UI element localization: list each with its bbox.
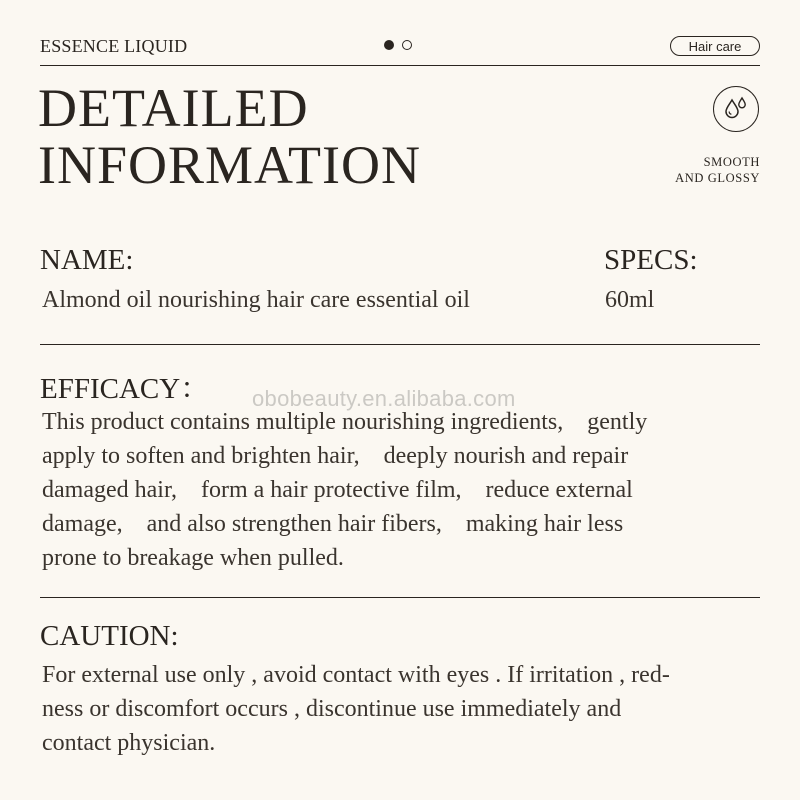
title-line-1: DETAILED bbox=[38, 78, 309, 138]
caution-label: CAUTION: bbox=[40, 620, 179, 652]
page-indicator[interactable] bbox=[384, 40, 412, 50]
caution-line: ness or discomfort occurs , discontinue use immediately and bbox=[42, 696, 622, 722]
water-drops-icon bbox=[713, 86, 759, 132]
name-label: NAME: bbox=[40, 244, 134, 276]
page-title bbox=[38, 80, 421, 194]
feature-line-2: AND GLOSSY bbox=[675, 171, 760, 185]
feature-label bbox=[675, 154, 760, 186]
caution-line: For external use only , avoid contact with eyes . If irritation , red- bbox=[42, 662, 670, 688]
brand-label: ESSENCE LIQUID bbox=[40, 36, 188, 56]
specs-label: SPECS: bbox=[604, 244, 698, 276]
name-value: Almond oil nourishing hair care essential oil bbox=[42, 287, 470, 313]
top-divider bbox=[40, 65, 760, 66]
efficacy-line: apply to soften and brighten hair, deeply nourish and repair bbox=[42, 443, 629, 469]
watermark: obobeauty.en.alibaba.com bbox=[252, 386, 516, 411]
efficacy-text bbox=[42, 405, 647, 575]
efficacy-line: damaged hair, form a hair protective film, reduce external bbox=[42, 477, 633, 503]
caution-text bbox=[42, 658, 670, 760]
specs-value: 60ml bbox=[605, 287, 655, 313]
efficacy-label: EFFICACY： bbox=[40, 373, 210, 405]
feature-line-1: SMOOTH bbox=[703, 155, 760, 169]
efficacy-line: prone to breakage when pulled. bbox=[42, 545, 344, 571]
category-badge: Hair care bbox=[670, 36, 760, 56]
efficacy-line: This product contains multiple nourishing ingredients, gently bbox=[42, 409, 648, 435]
section-divider bbox=[40, 344, 760, 345]
page-dot-inactive[interactable] bbox=[402, 40, 412, 50]
title-line-2: INFORMATION bbox=[38, 135, 422, 195]
efficacy-line: damage, and also strengthen hair fibers, making hair less bbox=[42, 511, 624, 537]
caution-line: contact physician. bbox=[42, 730, 216, 756]
page-dot-active[interactable] bbox=[384, 40, 394, 50]
section-divider bbox=[40, 597, 760, 598]
